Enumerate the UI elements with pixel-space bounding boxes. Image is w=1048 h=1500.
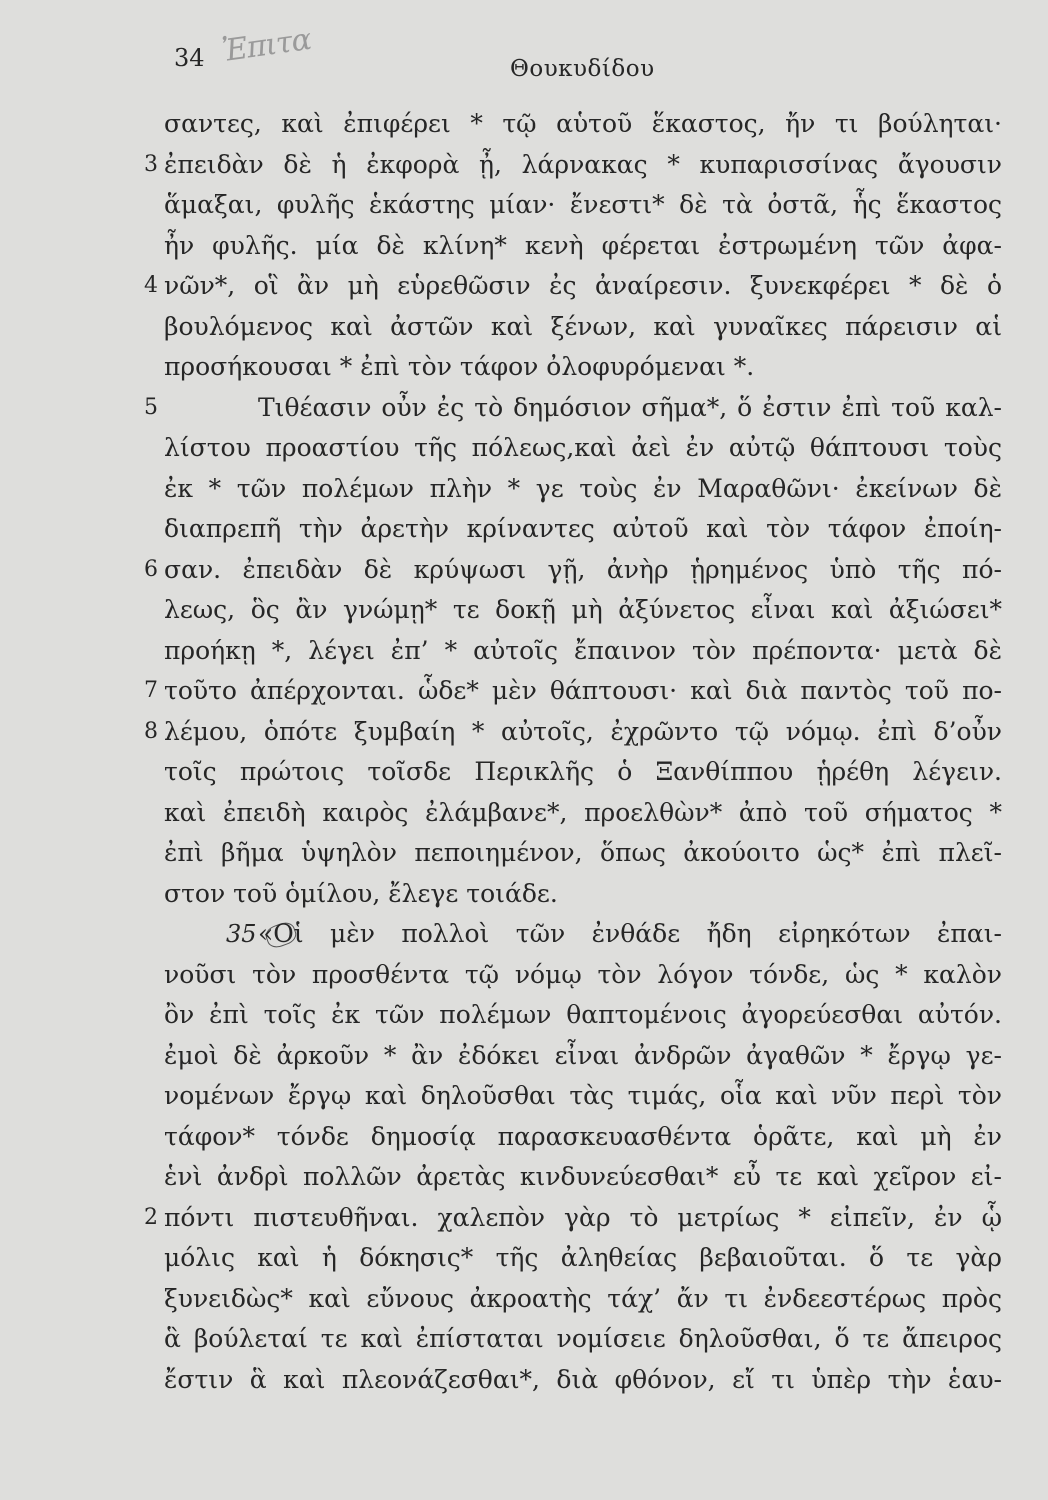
text-line: Τιθέασιν οὖν ἐς τὸ δημόσιον σῆμα*, ὅ ἐστιν ἐπὶ τοῦ καλ- [258, 392, 1002, 422]
text-line: νομένων ἔργῳ καὶ δηλοῦσθαι τὰς τιμάς, οἷα καὶ νῦν περὶ τὸν [164, 1081, 1002, 1110]
text-line: πόντι πιστευθῆναι. χαλεπὸν γὰρ τὸ μετρίως * εἰπεῖν, ἐν ᾧ [164, 1202, 1002, 1232]
text-line: μόλις καὶ ἡ δόκησις* τῆς ἀληθείας βεβαιοῦται. ὅ τε γὰρ [164, 1243, 1002, 1272]
text-line: τοῖς πρώτοις τοῖσδε Περικλῆς ὁ Ξανθίππου ᾑρέθη λέγειν. [164, 757, 1002, 786]
text-line: προήκῃ *, λέγει ἐπ’ * αὐτοῖς ἔπαινον τὸν πρέποντα· μετὰ δὲ [164, 635, 1002, 665]
text-line: ἑνὶ ἀνδρὶ πολλῶν ἀρετὰς κινδυνεύεσθαι* εὖ τε καὶ χεῖρον εἰ- [164, 1162, 1002, 1191]
text-line: ἦν φυλῆς. μία δὲ κλίνη* κενὴ φέρεται ἐστρωμένη τῶν ἀφα- [164, 230, 1002, 260]
text-line: καὶ ἐπειδὴ καιρὸς ἐλάμβανε*, προελθὼν* ἀπὸ τοῦ σήματος * [164, 797, 1002, 827]
chapter-number: 35 [226, 920, 257, 948]
text-line: ξυνειδὼς* καὶ εὔνους ἀκροατὴς τάχ’ ἄν τι ἐνδεεστέρως πρὸς [164, 1283, 1002, 1313]
text-line: ἐπειδὰν δὲ ἡ ἐκφορὰ ᾖ, λάρνακας * κυπαρισσίνας ἄγουσιν [164, 149, 1002, 179]
text-line: βουλόμενος καὶ ἀστῶν καὶ ξένων, καὶ γυναῖκες πάρεισιν αἱ [164, 311, 1002, 341]
running-head: Θουκυδίδου [510, 56, 655, 82]
text-line: «Οἱ μὲν πολλοὶ τῶν ἐνθάδε ἤδη εἰρηκότων ἐπαι- [258, 919, 1002, 948]
text-line: σαν. ἐπειδὰν δὲ κρύψωσι γῇ, ἀνὴρ ᾑρημένος ὑπὸ τῆς πό- [164, 554, 1002, 584]
text-line: λίστου προαστίου τῆς πόλεως,καὶ ἀεὶ ἐν αὐτῷ θάπτουσι τοὺς [164, 433, 1002, 462]
section-number: 7 [144, 678, 158, 703]
text-line: στον τοῦ ὁμίλου, ἔλεγε τοιάδε. [164, 878, 558, 908]
handwritten-annotation: Ἐπιτα [219, 21, 313, 70]
text-line: νῶν*, οἳ ἂν μὴ εὑρεθῶσιν ἐς ἀναίρεσιν. ξυνεκφέρει * δὲ ὁ [164, 271, 1002, 300]
text-line: ἐκ * τῶν πολέμων πλὴν * γε τοὺς ἐν Μαραθῶνι· ἐκείνων δὲ [164, 473, 1002, 503]
text-line: διαπρεπῆ τὴν ἀρετὴν κρίναντες αὐτοῦ καὶ τὸν τάφον ἐποίη- [164, 514, 1002, 543]
text-line: νοῦσι τὸν προσθέντα τῷ νόμῳ τὸν λόγον τόνδε, ὡς * καλὸν [164, 959, 1002, 989]
section-number: 4 [144, 273, 158, 298]
text-line: ἔστιν ἃ καὶ πλεονάζεσθαι*, διὰ φθόνον, εἴ τι ὑπὲρ τὴν ἑαυ- [164, 1364, 1002, 1394]
text-line: σαντες, καὶ ἐπιφέρει * τῷ αὑτοῦ ἕκαστος, ἤν τι βούληται· [164, 109, 1002, 138]
text-line: λεως, ὃς ἂν γνώμῃ* τε δοκῇ μὴ ἀξύνετος εἶναι καὶ ἀξιώσει* [164, 595, 1002, 624]
section-number: 6 [144, 556, 158, 582]
text-line: ἃ βούλεταί τε καὶ ἐπίσταται νομίσειε δηλοῦσθαι, ὅ τε ἄπειρος [164, 1324, 1002, 1353]
text-line: λέμου, ὁπότε ξυμβαίη * αὐτοῖς, ἐχρῶντο τῷ νόμῳ. ἐπὶ δ’οὖν [164, 716, 1002, 746]
text-line: προσήκουσαι * ἐπὶ τὸν τάφον ὀλοφυρόμεναι *. [164, 352, 755, 381]
page-number: 34 [174, 44, 205, 72]
text-line: ἐμοὶ δὲ ἀρκοῦν * ἂν ἐδόκει εἶναι ἀνδρῶν ἀγαθῶν * ἔργῳ γε- [164, 1040, 1002, 1070]
section-number: 8 [144, 718, 158, 744]
text-line: ἅμαξαι, φυλῆς ἑκάστης μίαν· ἔνεστι* δὲ τὰ ὀστᾶ, ἧς ἕκαστος [164, 190, 1002, 219]
section-number: 3 [144, 151, 158, 177]
text-line: τάφον* τόνδε δημοσίᾳ παρασκευασθέντα ὁρᾶτε, καὶ μὴ ἐν [164, 1121, 1002, 1151]
text-line: ὂν ἐπὶ τοῖς ἐκ τῶν πολέμων θαπτομένοις ἀγορεύεσθαι αὐτόν. [164, 1000, 1002, 1029]
text-line: ἐπὶ βῆμα ὑψηλὸν πεποιημένον, ὅπως ἀκούοιτο ὡς* ἐπὶ πλεῖ- [164, 838, 1002, 867]
section-number: 5 [144, 394, 158, 420]
section-number: 2 [144, 1204, 158, 1230]
text-line: τοῦτο ἀπέρχονται. ὧδε* μὲν θάπτουσι· καὶ διὰ παντὸς τοῦ πο- [164, 676, 1002, 705]
